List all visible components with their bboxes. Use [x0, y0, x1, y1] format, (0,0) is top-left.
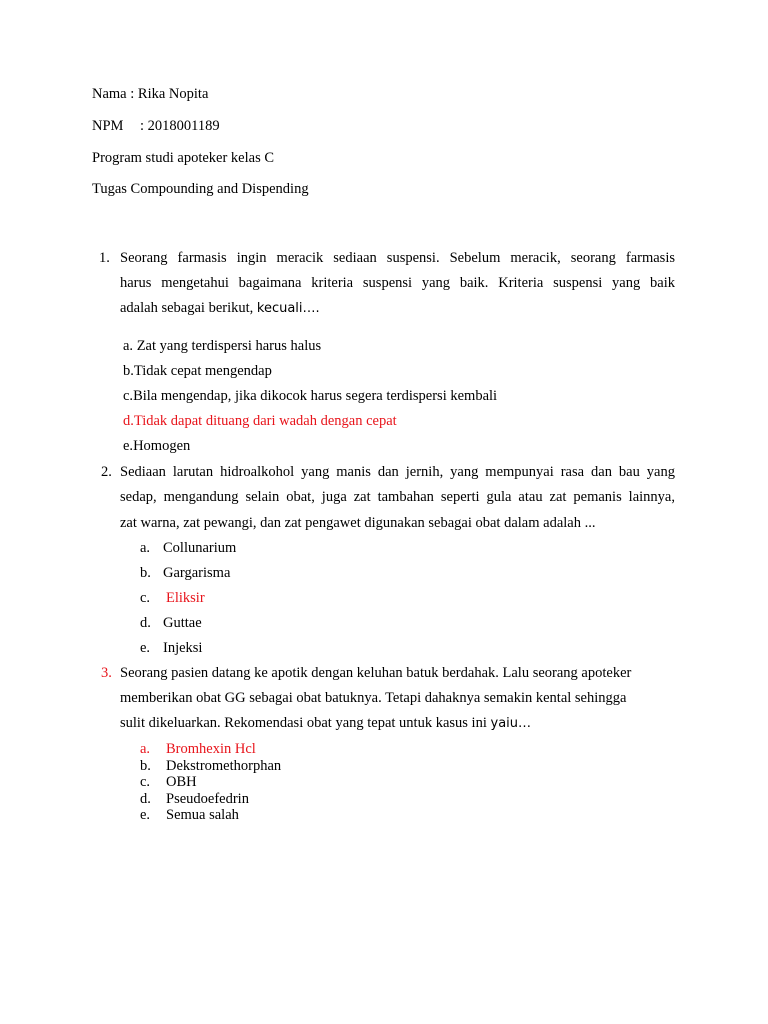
- q3-line-3-text: sulit dikeluarkan. Rekomendasi obat yang tepat untuk kasus ini: [120, 715, 487, 731]
- q1-option-c: c.Bila mengendap, jika dikocok harus segera terdispersi kembali: [123, 388, 498, 404]
- q2-option-d: Guttae: [163, 615, 202, 631]
- q1-option-e: e.Homogen: [123, 438, 191, 454]
- q3-line-1: Seorang pasien datang ke apotik dengan keluhan batuk berdahak. Lalu seorang apoteker: [120, 665, 632, 681]
- q1-line-2: harus mengetahui bagaimana kriteria suspensi yang baik. Kriteria suspensi yang baik: [120, 275, 675, 291]
- q1-line-3: [120, 299, 320, 318]
- npm-label: NPM: [92, 118, 124, 134]
- q3-number: 3.: [101, 665, 112, 681]
- q1-line-1: Seorang farmasis ingin meracik sediaan suspensi. Sebelum meracik, seorang farmasis: [120, 250, 675, 266]
- q2-option-d-letter: d.: [140, 615, 151, 631]
- q3-line-3: [120, 714, 531, 733]
- student-name: Nama : Rika Nopita: [92, 86, 209, 102]
- q3-option-b-letter: b.: [140, 758, 151, 774]
- q2-option-b-letter: b.: [140, 565, 151, 581]
- q1-line-3-text: adalah sebagai berikut,: [120, 300, 254, 316]
- q2-option-a-letter: a.: [140, 540, 151, 556]
- q3-line-2: memberikan obat GG sebagai obat batuknya. Tetapi dahaknya semakin kental sehingga: [120, 690, 627, 706]
- q2-option-c-answer: Eliksir: [166, 590, 205, 606]
- q3-option-b: Dekstromethorphan: [166, 758, 282, 774]
- q2-option-a: Collunarium: [163, 540, 237, 556]
- program-line: Program studi apoteker kelas C: [92, 150, 275, 166]
- q3-option-a-answer: Bromhexin Hcl: [166, 741, 256, 757]
- npm-value: : 2018001189: [140, 118, 220, 134]
- q2-option-e: Injeksi: [163, 640, 203, 656]
- q3-option-a-letter: a.: [140, 741, 151, 757]
- q2-line-2: sedap, mengandung selain obat, juga zat tambahan seperti gula atau zat pemanis lainnya,: [120, 489, 675, 505]
- q2-option-e-letter: e.: [140, 640, 151, 656]
- q3-option-c: OBH: [166, 774, 197, 790]
- q1-option-d-answer: d.Tidak dapat dituang dari wadah dengan cepat: [123, 413, 397, 429]
- q1-option-a: a. Zat yang terdispersi harus halus: [123, 338, 322, 354]
- q2-line-3: zat warna, zat pewangi, dan zat pengawet digunakan sebagai obat dalam adalah ...: [120, 515, 596, 531]
- q2-option-c-letter: c.: [140, 590, 151, 606]
- q3-option-d: Pseudoefedrin: [166, 791, 249, 807]
- q2-number: 2.: [101, 464, 112, 480]
- task-title: Tugas Compounding and Dispending: [92, 181, 309, 197]
- q3-option-c-letter: c.: [140, 774, 151, 790]
- q1-number: 1.: [99, 250, 110, 266]
- q3-option-e-letter: e.: [140, 807, 151, 823]
- q3-option-d-letter: d.: [140, 791, 151, 807]
- q1-line-3-tail: kecuali….: [256, 301, 320, 316]
- q2-option-b: Gargarisma: [163, 565, 231, 581]
- q3-option-e: Semua salah: [166, 807, 239, 823]
- q1-option-b: b.Tidak cepat mengendap: [123, 363, 272, 379]
- q2-line-1: Sediaan larutan hidroalkohol yang manis dan jernih, yang mempunyai rasa dan bau yang: [120, 464, 675, 480]
- q3-line-3-tail: yaiu…: [490, 716, 532, 731]
